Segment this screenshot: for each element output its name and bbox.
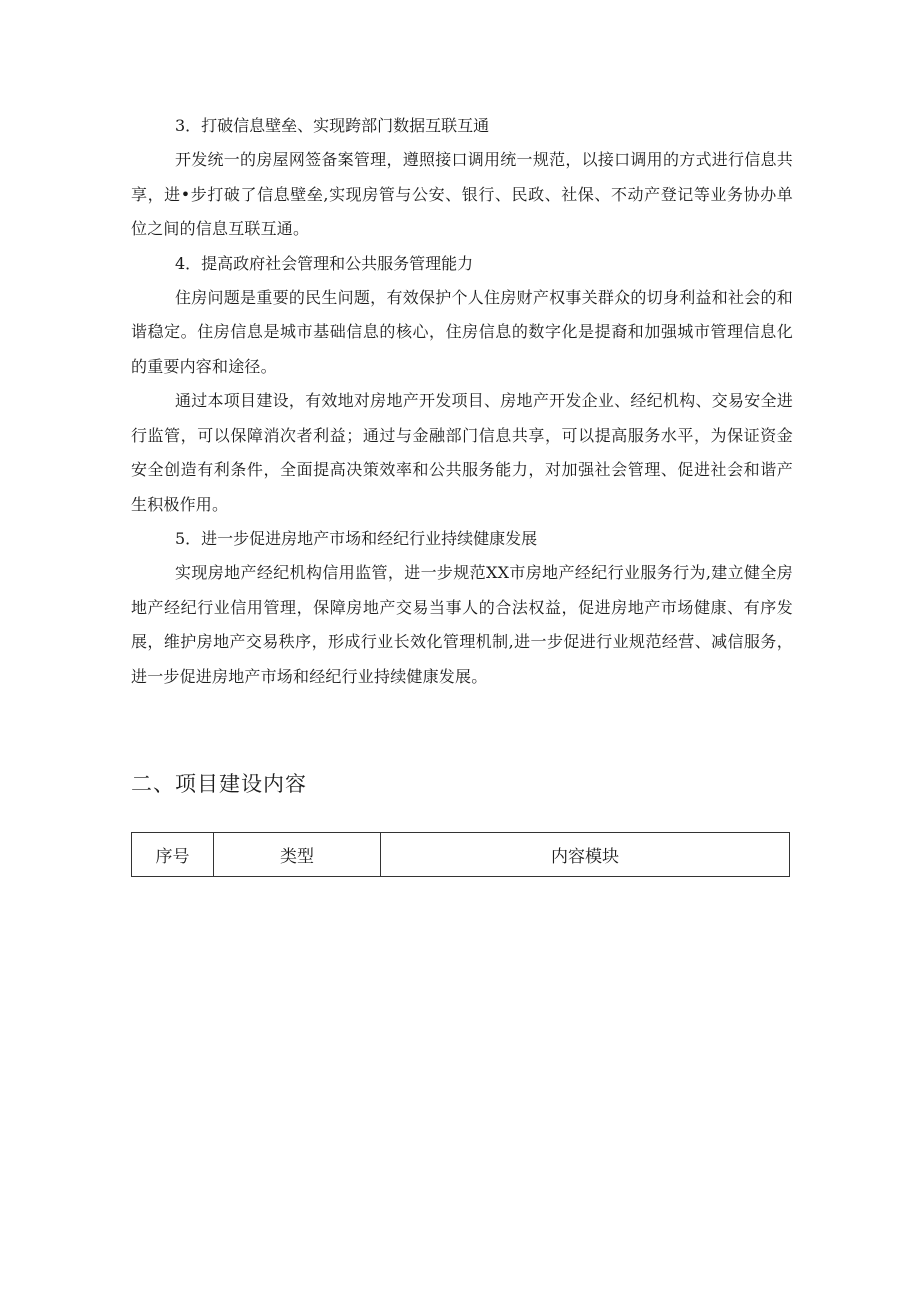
module-table (131, 832, 790, 877)
section-4-paragraph-2: 通过本项目建设，有效地对房地产开发项目、房地产开发企业、经纪机构、交易安全进行监管，可以保障消次者利益；通过与金融部门信息共享，可以提高服务水平，为保证资金安全创造有利条件，全面提高决策效率和公共服务能力，对加强社会管理、促进社会和谐产生积极作用。 (131, 391, 793, 514)
section-3-paragraph-1: 开发统一的房屋网签备案管理，遵照接口调用统一规范，以接口调用的方式进行信息共享，进•步打破了信息壁垒,实现房管与公安、银行、民政、社保、不动产登记等业务协办单位之间的信息互联互通。 (131, 150, 793, 238)
section-heading-3: 3．打破信息壁垒、实现跨部门数据互联互通 (175, 116, 490, 135)
section-4-paragraph-1: 住房问题是重要的民生问题，有效保护个人住房财产权事关群众的切身利益和社会的和谐稳定。住房信息是城市基础信息的核心，住房信息的数字化是提裔和加强城市管理信息化的重要内容和途径。 (131, 287, 793, 376)
section-heading-5: 5．进一步促进房地产市场和经纪行业持续健康发展 (175, 529, 538, 548)
header-cell-module: 内容模块 (381, 833, 790, 877)
header-cell-index: 序号 (132, 833, 214, 877)
header-cell-type: 类型 (214, 833, 381, 877)
section-heading-4: 4．提高政府社会管理和公共服务管理能力 (175, 253, 474, 273)
section-5-paragraph-1: 实现房地产经纪机构信用监管，进一步规范XX市房地产经纪行业服务行为,建立健全房地产经纪行业信用管理，保障房地产交易当事人的合法权益，促进房地产市场健康、有序发展，维护房地产交易秩序，形成行业长效化管理机制,进一步促进行业规范经营、减信服务，进一步促进房地产市场和经纪行业持续健康发展。 (131, 563, 793, 686)
document-body (131, 109, 793, 694)
chapter-title: 二、项目建设内容 (131, 772, 307, 796)
table-header-row (132, 833, 790, 877)
